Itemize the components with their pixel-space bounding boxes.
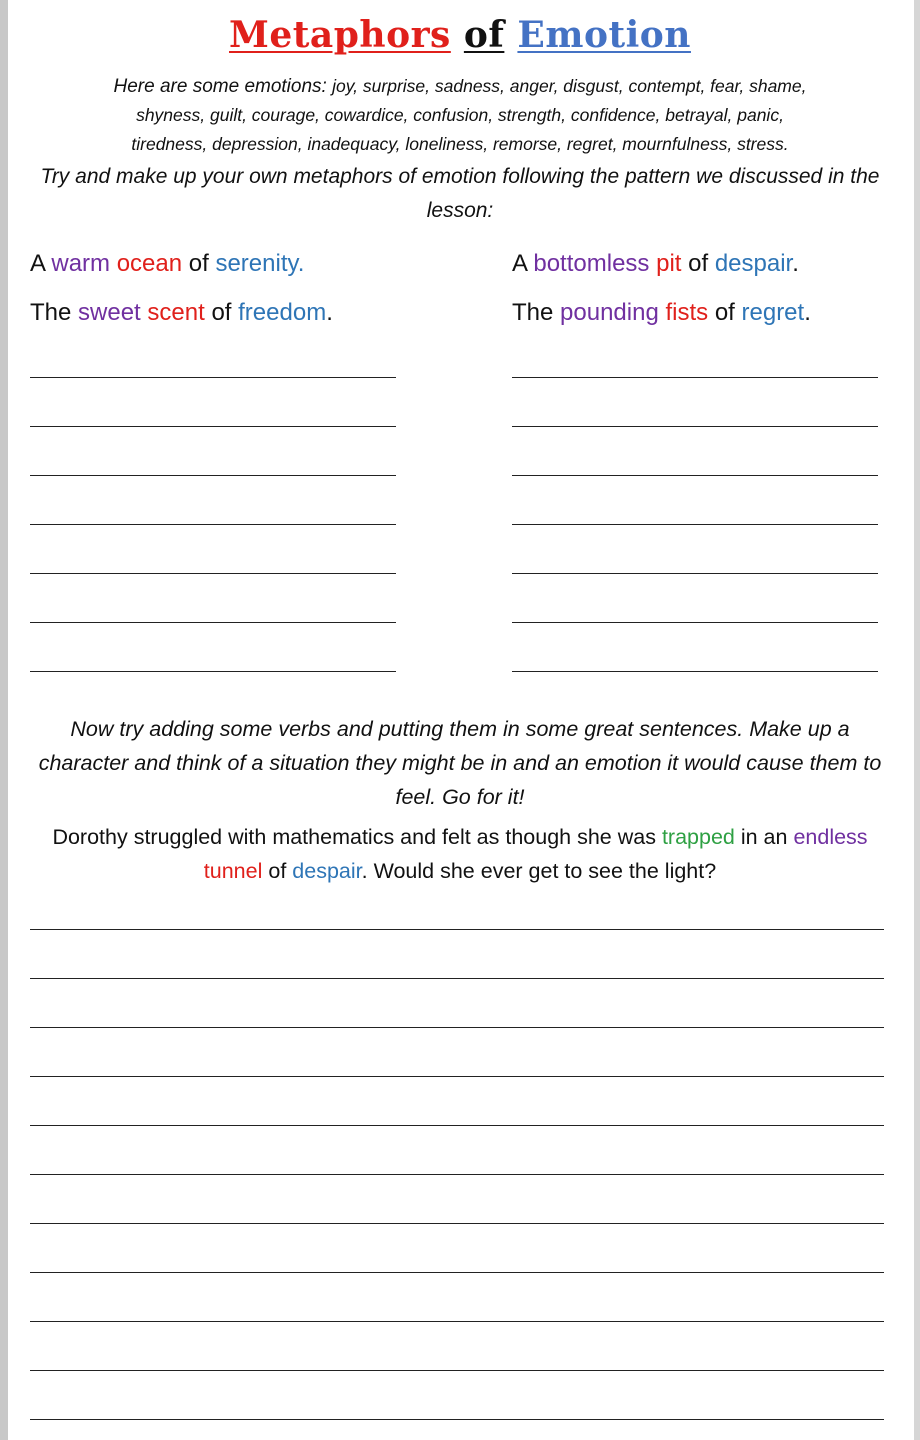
sentence-line-5[interactable] [30,1125,884,1126]
example-noun: pit [656,250,682,277]
story-emotion: despair [292,859,362,883]
example-metaphor-4 [512,299,811,327]
writing-line-left-5[interactable] [30,573,396,574]
writing-line-right-3[interactable] [512,475,878,476]
example-of: of [714,299,735,326]
example-det: The [512,299,554,326]
writing-line-right-4[interactable] [512,524,878,525]
writing-line-right-6[interactable] [512,622,878,623]
writing-line-left-2[interactable] [30,426,396,427]
sentence-line-8[interactable] [30,1272,884,1273]
example-of: of [211,299,232,326]
example-emotion: serenity. [215,250,305,277]
example-adjective: bottomless [533,250,650,277]
page-frame-right [914,0,920,1440]
worksheet-title [10,14,910,56]
page-frame-left [0,0,8,1440]
story-part3: . Would she ever get to see the light? [361,859,717,883]
sentence-line-4[interactable] [30,1076,884,1077]
emotions-list-line2: shyness, guilt, courage, cowardice, confusion, strength, confidence, betrayal, panic, [136,105,784,125]
example-of: of [688,250,709,277]
sentence-line-10[interactable] [30,1370,884,1371]
sentence-line-2[interactable] [30,978,884,979]
example-det: A [30,250,45,277]
example-noun: ocean [116,250,183,277]
example-det: The [30,299,72,326]
example-metaphor-2 [512,250,799,278]
example-noun: fists [665,299,709,326]
writing-line-right-1[interactable] [512,377,878,378]
title-emotion: Emotion [517,14,691,56]
story-part2: in an [740,825,788,849]
sentence-line-1[interactable] [30,929,884,930]
writing-line-left-4[interactable] [30,524,396,525]
worksheet-page [10,0,910,1440]
example-end: . [804,299,811,326]
story-verb: trapped [661,825,735,849]
sentence-line-6[interactable] [30,1174,884,1175]
writing-line-right-2[interactable] [512,426,878,427]
intro-lead: Here are some emotions: [113,76,327,97]
sentence-line-11[interactable] [30,1419,884,1420]
writing-line-left-7[interactable] [30,671,396,672]
example-emotion: regret [741,299,805,326]
example-adjective: sweet [78,299,141,326]
story-noun: tunnel [203,859,263,883]
sentence-instruction: Now try adding some verbs and putting them in some great sentences. Make up a character and think of a situation they might be in and an emotion it would cause them to feel. Go for it! [38,717,882,809]
example-metaphor-3 [30,299,333,327]
title-of: of [463,14,505,56]
sentence-line-7[interactable] [30,1223,884,1224]
example-metaphor-1 [30,250,304,278]
writing-line-right-5[interactable] [512,573,878,574]
sentence-line-3[interactable] [30,1027,884,1028]
example-emotion: despair [714,250,793,277]
example-adjective: warm [51,250,111,277]
emotions-intro [30,72,890,159]
emotions-list-line3: tiredness, depression, inadequacy, loneliness, remorse, regret, mournfulness, stress. [131,134,789,154]
example-of: of [188,250,209,277]
example-end: . [792,250,799,277]
writing-line-left-6[interactable] [30,622,396,623]
instruction-text: Try and make up your own metaphors of emotion following the pattern we discussed in the lesson: [40,165,880,222]
writing-line-left-3[interactable] [30,475,396,476]
story-of: of [268,859,287,883]
emotions-list-line1: joy, surprise, sadness, anger, disgust, contempt, fear, shame, [332,76,807,96]
sentence-line-9[interactable] [30,1321,884,1322]
example-emotion: freedom [238,299,327,326]
example-det: A [512,250,527,277]
example-sentence [30,820,890,888]
example-noun: scent [147,299,205,326]
writing-line-right-7[interactable] [512,671,878,672]
example-adjective: pounding [560,299,659,326]
story-adjective: endless [793,825,868,849]
title-metaphors: Metaphors [229,14,451,56]
story-part1: Dorothy struggled with mathematics and felt as though she was [52,825,656,849]
example-end: . [326,299,333,326]
writing-line-left-1[interactable] [30,377,396,378]
